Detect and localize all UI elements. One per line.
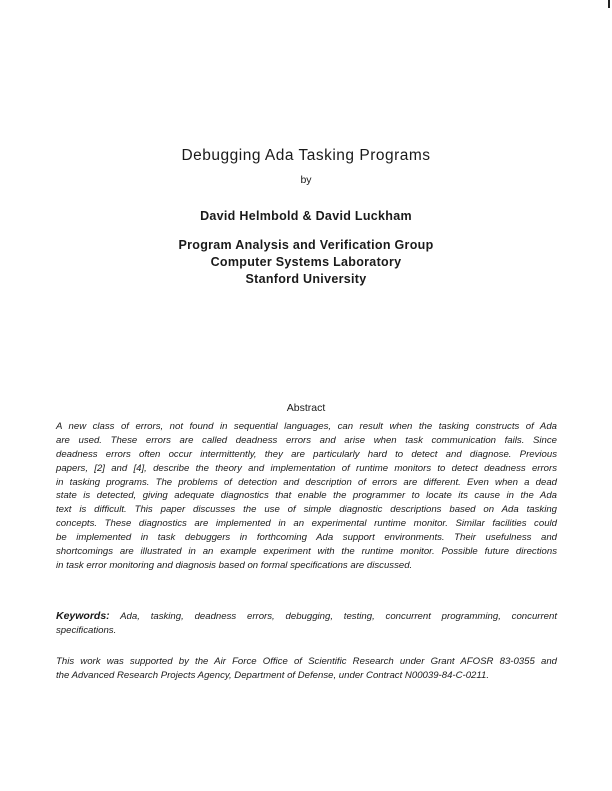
keywords-label: Keywords: (56, 610, 110, 622)
byline: by (300, 174, 312, 186)
abstract-line: in tasking programs. The problems of detection and description of errors are different. Even when a dead (56, 476, 557, 488)
abstract-line: concepts. These diagnostics are implemented in an experimental runtime monitor. Similar facilities could (56, 518, 557, 530)
keywords-line: specifications. (56, 624, 117, 636)
authors: David Helmbold & David Luckham (200, 209, 412, 223)
abstract-line: shortcomings are illustrated in an example experiment with the runtime monitor. Possible future directions (56, 546, 557, 558)
scan-mark (608, 0, 610, 8)
abstract-line: text is difficult. This paper discusses the use of simple diagnostic descriptions based on Ada tasking (56, 504, 557, 516)
abstract-line: deadness errors often occur intermittently, they are particularly hard to detect and diagnose. Previous (56, 448, 557, 460)
affiliation-university: Stanford University (245, 272, 367, 286)
abstract-line: state is detected, giving adequate diagnostics that enable the programmer to locate its cause in the Ada (56, 490, 557, 502)
abstract-line: be implemented in task debuggers in forthcoming Ada support environments. Their usefulness and (56, 532, 557, 544)
keywords (56, 610, 557, 638)
affiliation-group: Program Analysis and Verification Group (178, 238, 434, 252)
funding-line: This work was supported by the Air Force Office of Scientific Research under Grant AFOSR 83-0355 and (56, 656, 557, 667)
abstract-heading: Abstract (286, 402, 326, 414)
paper-title: Debugging Ada Tasking Programs (181, 147, 431, 164)
abstract-line: papers, [2] and [4], describe the theory and implementation of runtime monitors to detect deadness errors (56, 462, 557, 474)
abstract-line: A new class of errors, not found in sequential languages, can result when the tasking constructs of Ada (56, 421, 557, 432)
keywords-line (56, 610, 557, 624)
abstract-line: in task error monitoring and diagnosis based on formal specifications are discussed. (56, 559, 413, 571)
abstract-line: are used. These errors are called deadness errors and arise when task communication fails. Since (56, 434, 557, 446)
abstract-body (56, 420, 557, 573)
funding-note (56, 655, 557, 683)
funding-line: the Advanced Research Projects Agency, Department of Defense, under Contract N00039-84-C-0211. (56, 669, 490, 681)
affiliation-lab: Computer Systems Laboratory (210, 255, 402, 269)
keywords-list: Ada, tasking, deadness errors, debugging, testing, concurrent programming, concurrent (120, 611, 558, 622)
